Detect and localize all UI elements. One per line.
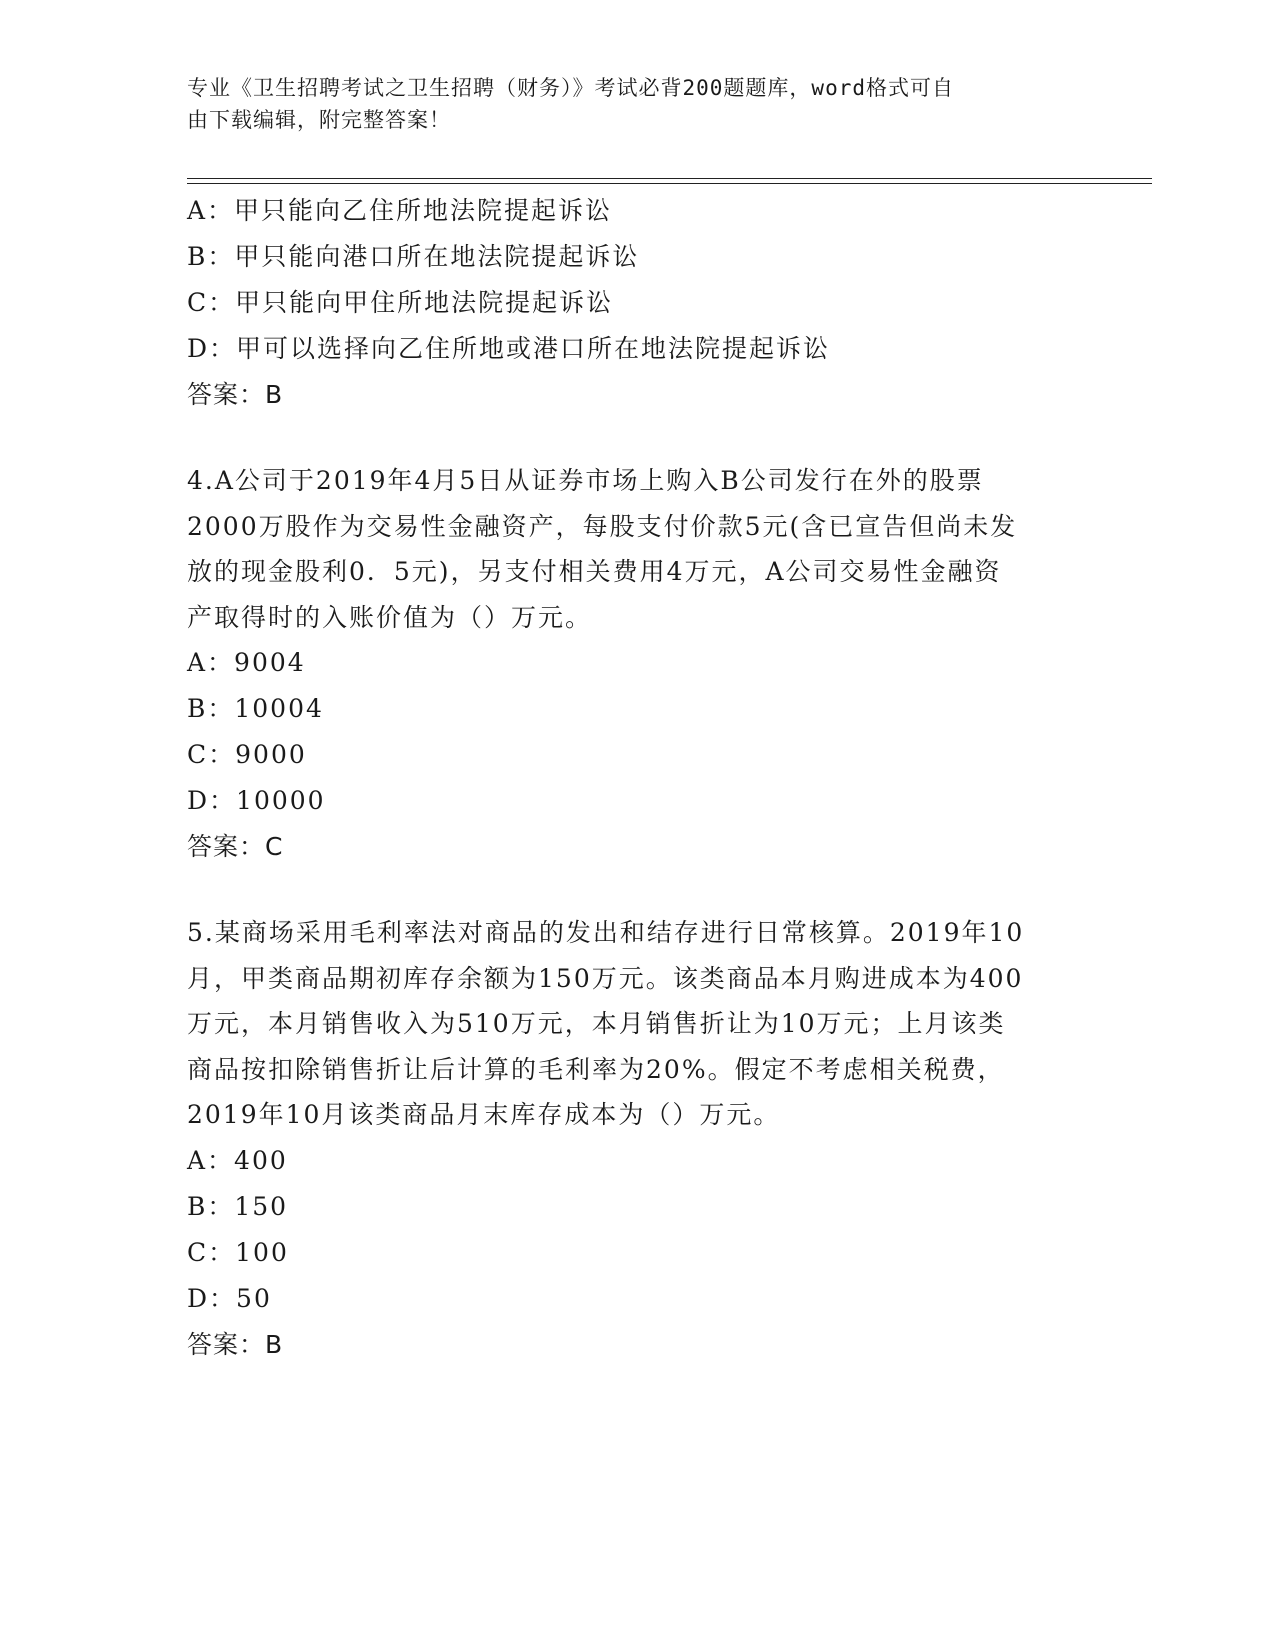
option-b: B：150 <box>187 1191 289 1221</box>
question-content <box>187 188 1087 1368</box>
question-text-line: 4.A公司于2019年4月5日从证券市场上购入B公司发行在外的股票 <box>187 466 984 495</box>
option-d: D：10000 <box>187 786 326 815</box>
option-c: C：9000 <box>187 740 307 769</box>
option-b: B：甲只能向港口所在地法院提起诉讼 <box>187 242 640 271</box>
option-d: D：甲可以选择向乙住所地或港口所在地法院提起诉讼 <box>187 334 831 363</box>
question-text-line: 产取得时的入账价值为（）万元。 <box>187 602 593 632</box>
question-text-line: 2000万股作为交易性金融资产，每股支付价款5元(含已宣告但尚未发 <box>187 511 1018 541</box>
answer: 答案：B <box>187 380 284 409</box>
option-b: B：10004 <box>187 694 324 723</box>
question-text-line: 月，甲类商品期初库存余额为150万元。该类商品本月购进成本为400 <box>187 963 1024 993</box>
question-text <box>187 910 1087 1138</box>
question-3 <box>187 188 1087 418</box>
header-line-1: 专业《卫生招聘考试之卫生招聘（财务）》考试必背200题题库，word格式可自 <box>187 76 954 100</box>
option-d: D：50 <box>187 1283 272 1313</box>
question-4 <box>187 458 1087 870</box>
question-text-line: 2019年10月该类商品月末库存成本为（）万元。 <box>187 1100 781 1129</box>
option-a: A：400 <box>187 1145 288 1175</box>
option-a: A：9004 <box>187 648 306 677</box>
option-c: C：100 <box>187 1237 289 1267</box>
document-header <box>187 72 1067 136</box>
question-text-line: 商品按扣除销售折让后计算的毛利率为20%。假定不考虑相关税费， <box>187 1054 1005 1084</box>
header-line-2: 由下载编辑，附完整答案！ <box>187 108 451 132</box>
question-5 <box>187 910 1087 1368</box>
answer: 答案：C <box>187 832 284 861</box>
question-text-line: 5.某商场采用毛利率法对商品的发出和结存进行日常核算。2019年10 <box>187 918 1025 947</box>
option-c: C：甲只能向甲住所地法院提起诉讼 <box>187 288 614 317</box>
question-text-line: 放的现金股利0．5元)，另支付相关费用4万元，A公司交易性金融资 <box>187 557 1002 586</box>
option-a: A：甲只能向乙住所地法院提起诉讼 <box>187 196 613 225</box>
question-text-line: 万元，本月销售收入为510万元，本月销售折让为10万元；上月该类 <box>187 1009 1006 1038</box>
header-divider-bottom <box>187 183 1152 184</box>
header-divider-top <box>187 178 1152 179</box>
question-text <box>187 458 1087 640</box>
answer: 答案：B <box>187 1329 284 1359</box>
